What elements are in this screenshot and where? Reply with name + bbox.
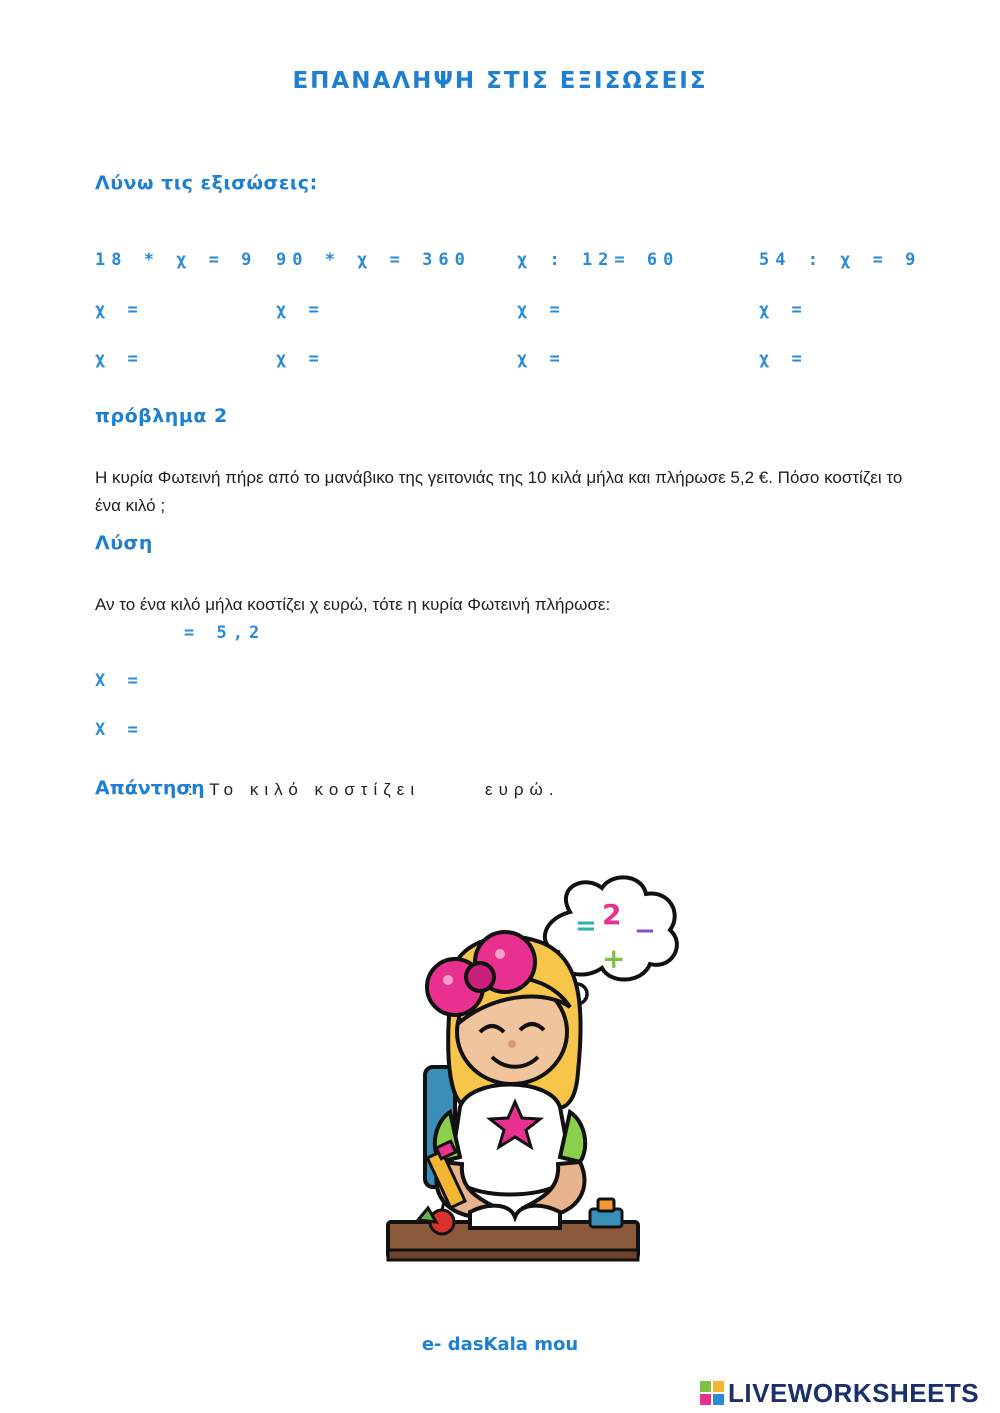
equation-1-answer-line-1: χ = [95,300,144,320]
solution-answer-line-2: Χ = [95,720,144,740]
section-heading-equations: Λύνω τις εξισώσεις: [95,172,318,194]
page-title: ΕΠΑΝΑΛΗΨΗ ΣΤΙΣ ΕΞΙΣΩΣΕΙΣ [292,68,708,94]
equals-symbol: = [575,911,597,941]
liveworksheets-brand[interactable] [700,1378,979,1408]
brand-name: LIVEWORKSHEETS [728,1377,980,1408]
equation-3-answer-line-2: χ = [517,349,566,369]
equation-3: χ : 12= 60 [517,250,680,270]
number-two: 2 [602,898,622,931]
equation-2-answer-line-2: χ = [276,349,325,369]
solution-heading: Λύση [95,532,153,554]
girl-studying-illustration [380,872,680,1267]
answer-label: Απάντηση [95,777,205,799]
solution-text: Αν το ένα κιλό μήλα κοστίζει χ ευρώ, τότε η κυρία Φωτεινή πλήρωσε: [95,595,611,614]
plus-symbol: + [602,942,626,975]
problem-heading: πρόβλημα 2 [95,405,228,427]
problem-text: Η κυρία Φωτεινή πήρε από το μανάβικο της γειτονιάς της 10 κιλά μήλα και πλήρωσε 5,2 €. Πόσο κοστίζει το ένα κιλό ; [95,468,903,515]
minus-symbol: − [634,916,656,946]
equation-4-answer-line-2: χ = [759,349,808,369]
solution-answer-line-1: Χ = [95,671,144,691]
equation-4: 54 : χ = 9 [759,250,922,270]
equation-1-answer-line-2: χ = [95,349,144,369]
equation-2: 90 * χ = 360 [276,250,471,270]
liveworksheets-logo-icon [700,1381,724,1405]
equation-3-answer-line-1: χ = [517,300,566,320]
equation-1: 18 * χ = 9 [95,250,258,270]
answer-text-before: : Το κιλό κοστίζει [188,780,421,799]
gem-icon [418,1208,436,1222]
equation-4-answer-line-1: χ = [759,300,808,320]
footer-signature: e- dasKala mou [421,1334,579,1355]
book-icon [470,1206,560,1228]
answer-text-after: ευρώ. [485,780,560,799]
equation-2-answer-line-1: χ = [276,300,325,320]
solution-equation: = 5,2 [184,623,266,643]
